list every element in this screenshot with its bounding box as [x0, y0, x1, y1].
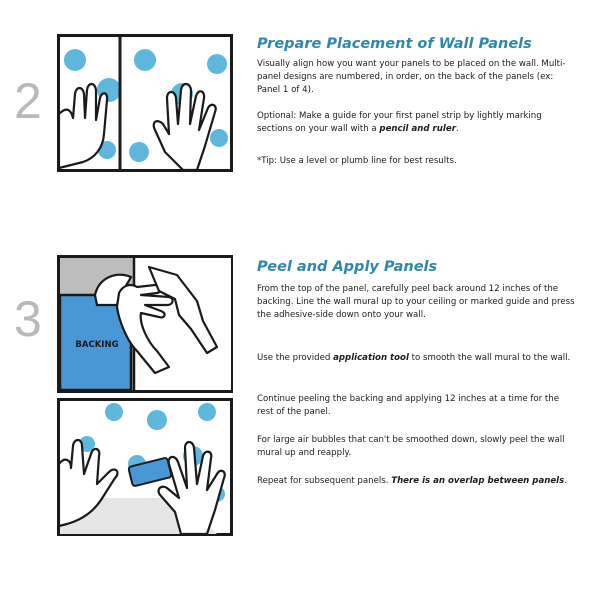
step2-illustration — [57, 34, 233, 172]
application-tool-emphasis: application tool — [333, 353, 409, 363]
step2-paragraph-2: Optional: Make a guide for your first panel strip by lightly marking sections on your wall with a pencil and ruler. — [257, 111, 542, 134]
overlap-emphasis: There is an overlap between panels — [391, 476, 565, 486]
step-number-3: 3 — [14, 291, 42, 347]
step3-paragraph-4: For large air bubbles that can't be smoothed down, slowly peel the wall mural up and reapply. — [257, 435, 565, 458]
step2-title: Prepare Placement of Wall Panels — [257, 36, 532, 52]
step3-paragraph-5: Repeat for subsequent panels. There is an overlap between panels. — [257, 476, 567, 486]
step3-title: Peel and Apply Panels — [257, 259, 438, 275]
step2-tip: *Tip: Use a level or plumb line for best results. — [257, 156, 457, 166]
step3-paragraph-1: From the top of the panel, carefully peel back around 12 inches of the backing. Line the wall mural up to your ceiling or marked guide and press the adhesive-side down onto your wall. — [257, 284, 575, 320]
step3-paragraph-2: Use the provided application tool to smooth the wall mural to the wall. — [257, 353, 571, 363]
step3-peel-illustration — [57, 255, 233, 393]
step3-smooth-illustration — [57, 398, 233, 536]
pencil-and-ruler-emphasis: pencil and ruler — [379, 124, 456, 134]
step2-paragraph-1: Visually align how you want your panels to be placed on the wall. Multi-panel designs are numbered, in order, on the back of the panels (ex: Panel 1 of 4). — [257, 59, 566, 95]
step3-paragraph-3: Continue peeling the backing and applying 12 inches at a time for the rest of the panel. — [257, 394, 559, 417]
step-number-2: 2 — [14, 73, 42, 129]
backing-label: BACKING — [75, 340, 119, 350]
